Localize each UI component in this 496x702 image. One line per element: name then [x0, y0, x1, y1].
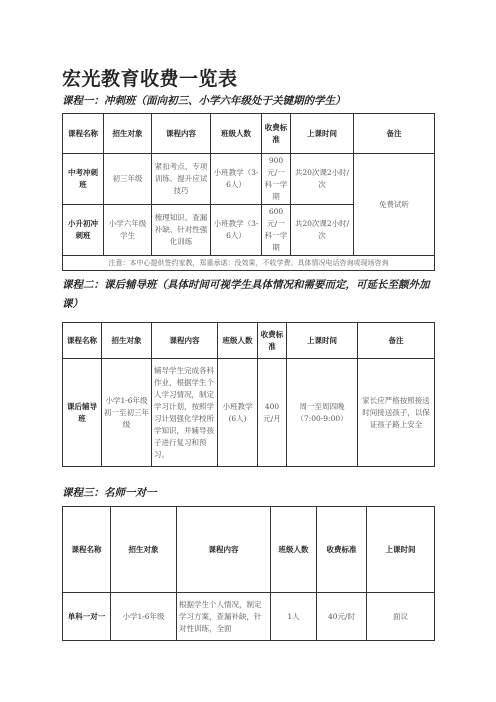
- class-size-cell: 1人: [271, 593, 317, 641]
- fee-cell: 40元/时: [317, 593, 367, 641]
- header-class-size: 班级人数: [211, 114, 262, 154]
- header-content: 课程内容: [177, 507, 271, 593]
- table-row: [63, 154, 435, 205]
- header-time: 上课时间: [291, 114, 354, 154]
- header-course-name: 课程名称: [63, 114, 104, 154]
- header-fee: 收费标准: [258, 323, 287, 359]
- content-cell: 根据学生个人情况，制定学习方案，查漏补缺，针对性训练，全面: [177, 593, 271, 641]
- note-cell: 注意：本中心提供签约家教，郑重承诺：没效果，不收学费。具体情况电话咨询或现场咨询: [63, 256, 435, 271]
- fee-cell: 400元/月: [258, 359, 287, 467]
- header-content: 课程内容: [152, 323, 218, 359]
- header-target: 招生对象: [102, 323, 152, 359]
- course1-table: [62, 113, 435, 271]
- course-name-cell: 单科一对一: [63, 593, 111, 641]
- course3-header-row: [63, 507, 435, 593]
- content-cell: 紧扣考点、专项训练、提升应试技巧: [152, 154, 211, 205]
- remark-cell: 免费试听: [354, 154, 435, 256]
- course2-header-row: [63, 323, 435, 359]
- content-cell: 辅导学生完成各科作业，根据学生个人学习情况，制定学习计划，按照学习计划强化学校所学知识，并辅导孩子进行复习和预习。: [152, 359, 218, 467]
- header-time: 上课时间: [287, 323, 358, 359]
- header-target: 招生对象: [104, 114, 152, 154]
- page-title: 宏光教育收费一览表: [62, 68, 238, 90]
- remark-cell: 家长应严格按照接送时间接送孩子，以保证孩子路上安全: [358, 359, 435, 467]
- table-row: [63, 593, 435, 641]
- header-time: 上课时间: [367, 507, 435, 593]
- course-name-cell: 小升初冲刺班: [63, 205, 104, 256]
- header-target: 招生对象: [111, 507, 177, 593]
- header-remark: 备注: [358, 323, 435, 359]
- header-fee: 收费标准: [317, 507, 367, 593]
- content-cell: 梳理知识、查漏补缺、针对性强化训练: [152, 205, 211, 256]
- target-cell: 小学1-6年级: [111, 593, 177, 641]
- class-size-cell: 小班教学（3-6人）: [211, 154, 262, 205]
- target-cell: 小学六年级学生: [104, 205, 152, 256]
- fee-cell: 900元/一科一学期: [262, 154, 291, 205]
- header-fee: 收费标准: [262, 114, 291, 154]
- header-course-name: 课程名称: [63, 323, 102, 359]
- note-row: [63, 256, 435, 271]
- course1-header-row: [63, 114, 435, 154]
- time-cell: 周一至周四晚（7:00-9:00）: [287, 359, 358, 467]
- header-course-name: 课程名称: [63, 507, 111, 593]
- fee-cell: 600元/一科一学期: [262, 205, 291, 256]
- course1-heading: 课程一：冲刺班（面向初三、小学六年级处于关键期的学生）: [62, 95, 346, 107]
- time-cell: 面议: [367, 593, 435, 641]
- course-name-cell: 课后辅导班: [63, 359, 102, 467]
- header-remark: 备注: [354, 114, 435, 154]
- course3-table: [62, 506, 435, 641]
- course3-heading: 课程三：名师一对一: [62, 487, 157, 499]
- time-cell: 共20次课2小时/次: [291, 154, 354, 205]
- course2-table: [62, 322, 435, 467]
- header-class-size: 班级人数: [218, 323, 258, 359]
- target-cell: 小学1-6年级初一至初三年级: [102, 359, 152, 467]
- header-class-size: 班级人数: [271, 507, 317, 593]
- class-size-cell: 小班教学(6人): [218, 359, 258, 467]
- target-cell: 初三年级: [104, 154, 152, 205]
- header-content: 课程内容: [152, 114, 211, 154]
- time-cell: 共20次课2小时/次: [291, 205, 354, 256]
- course-name-cell: 中考冲刺班: [63, 154, 104, 205]
- course2-heading: 课程二：课后辅导班（具体时间可视学生具体情况和需要而定，可延长至额外加课）: [62, 279, 430, 310]
- table-row: [63, 359, 435, 467]
- class-size-cell: 小班教学（3-6人）: [211, 205, 262, 256]
